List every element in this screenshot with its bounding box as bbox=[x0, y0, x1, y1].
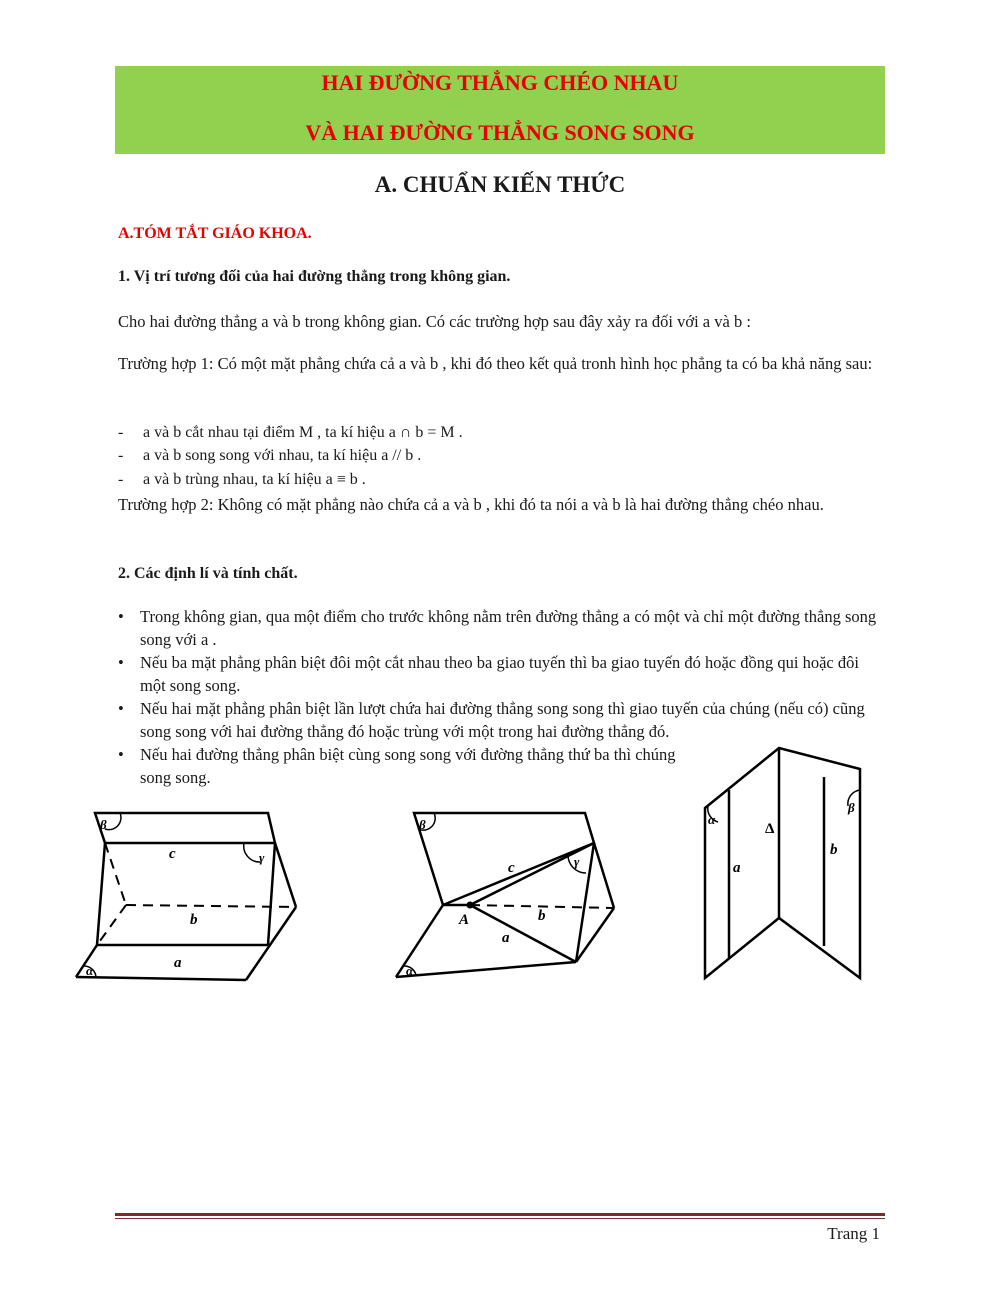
fig2-label-gamma: γ bbox=[574, 854, 580, 869]
case1-text: Trường hợp 1: Có một mặt phẳng chứa cả a và b , khi đó theo kết quả tronh hình học phẳng ta có ba khả năng sau: bbox=[118, 354, 873, 373]
theorem-text: Nếu hai đường thẳng phân biệt cùng song song với đường thẳng thứ ba thì chúng song song. bbox=[140, 745, 676, 787]
section2-title: 2. Các định lí và tính chất. bbox=[118, 565, 298, 582]
section1-intro: Cho hai đường thẳng a và b trong không gian. Có các trường hợp sau đây xảy ra đối với a và b : bbox=[118, 312, 751, 331]
fig1-label-alpha: α bbox=[86, 963, 94, 978]
footer-rule-thin bbox=[115, 1218, 885, 1219]
figure-1-parallel-planes bbox=[76, 813, 296, 980]
list-item: - a và b trùng nhau, ta kí hiệu a ≡ b . bbox=[118, 471, 366, 488]
bullet-dot-icon: • bbox=[118, 607, 124, 626]
theorem-item bbox=[118, 743, 680, 789]
fig2-label-b: b bbox=[538, 908, 546, 924]
case2-text: Trường hợp 2: Không có mặt phẳng nào chứa cả a và b , khi đó ta nói a và b là hai đường thẳng chéo nhau. bbox=[118, 495, 824, 514]
fig1-label-gamma: γ bbox=[259, 850, 265, 865]
fig2-label-alpha: α bbox=[406, 963, 414, 978]
theorem-item bbox=[118, 651, 880, 697]
theorem-item bbox=[118, 697, 880, 743]
title-line-1: HAI ĐƯỜNG THẲNG CHÉO NHAU bbox=[321, 70, 679, 95]
footer-rule bbox=[115, 1213, 885, 1216]
fig2-label-point: A bbox=[459, 912, 470, 928]
list-item-text: a và b song song với nhau, ta kí hiệu a // b . bbox=[143, 447, 422, 464]
theorem-text: Nếu ba mặt phẳng phân biệt đôi một cắt nhau theo ba giao tuyến thì ba giao tuyến đó hoặc đồng qui hoặc đôi một song song. bbox=[140, 653, 859, 695]
fig1-label-c: c bbox=[169, 846, 176, 862]
title-line-2: VÀ HAI ĐƯỜNG THẲNG SONG SONG bbox=[305, 120, 695, 145]
fig3-label-a: a bbox=[733, 860, 741, 876]
fig2-label-c: c bbox=[508, 860, 515, 876]
fig3-label-beta: β bbox=[848, 800, 855, 815]
theorem-list bbox=[118, 605, 880, 789]
section-heading-a: A. CHUẨN KIẾN THỨC bbox=[374, 172, 626, 197]
list-item-text: a và b trùng nhau, ta kí hiệu a ≡ b . bbox=[143, 471, 366, 488]
bullet-dot-icon: • bbox=[118, 653, 124, 672]
list-item: - a và b cắt nhau tại điểm M , ta kí hiệu a ∩ b = M . bbox=[118, 424, 463, 441]
fig2-label-a: a bbox=[502, 930, 510, 946]
figure-2-concurrent-lines bbox=[396, 813, 614, 977]
fig2-label-beta: β bbox=[419, 817, 426, 832]
title-banner bbox=[115, 66, 885, 154]
list-item: - a và b song song với nhau, ta kí hiệu a // b . bbox=[118, 447, 422, 464]
theorem-text: Trong không gian, qua một điểm cho trước không nằm trên đường thẳng a có một và chỉ một đường thẳng song song với a . bbox=[140, 607, 877, 649]
fig2-point-a-icon bbox=[467, 902, 474, 909]
fig1-label-beta: β bbox=[100, 817, 107, 832]
bullet-dot-icon: • bbox=[118, 699, 124, 718]
theorem-item bbox=[118, 605, 880, 651]
fig1-label-b: b bbox=[190, 912, 198, 928]
bullet-dot-icon: • bbox=[118, 745, 124, 764]
summary-title: A.TÓM TẮT GIÁO KHOA. bbox=[118, 225, 312, 242]
page-number: Trang 1 bbox=[827, 1224, 880, 1243]
list-item-text: a và b cắt nhau tại điểm M , ta kí hiệu a ∩ b = M . bbox=[143, 424, 463, 441]
fig1-label-a: a bbox=[174, 955, 182, 971]
fig3-label-b: b bbox=[830, 842, 838, 858]
section1-title: 1. Vị trí tương đối của hai đường thẳng trong không gian. bbox=[118, 268, 511, 285]
theorem-text: Nếu hai mặt phẳng phân biệt lần lượt chứa hai đường thẳng song song thì giao tuyến của chúng (nếu có) cũng song song với hai đường thẳng đó hoặc trùng với một trong hai đường thẳng đó. bbox=[140, 699, 865, 741]
fig3-label-alpha: α bbox=[708, 812, 716, 827]
fig3-label-delta: Δ bbox=[765, 821, 775, 837]
